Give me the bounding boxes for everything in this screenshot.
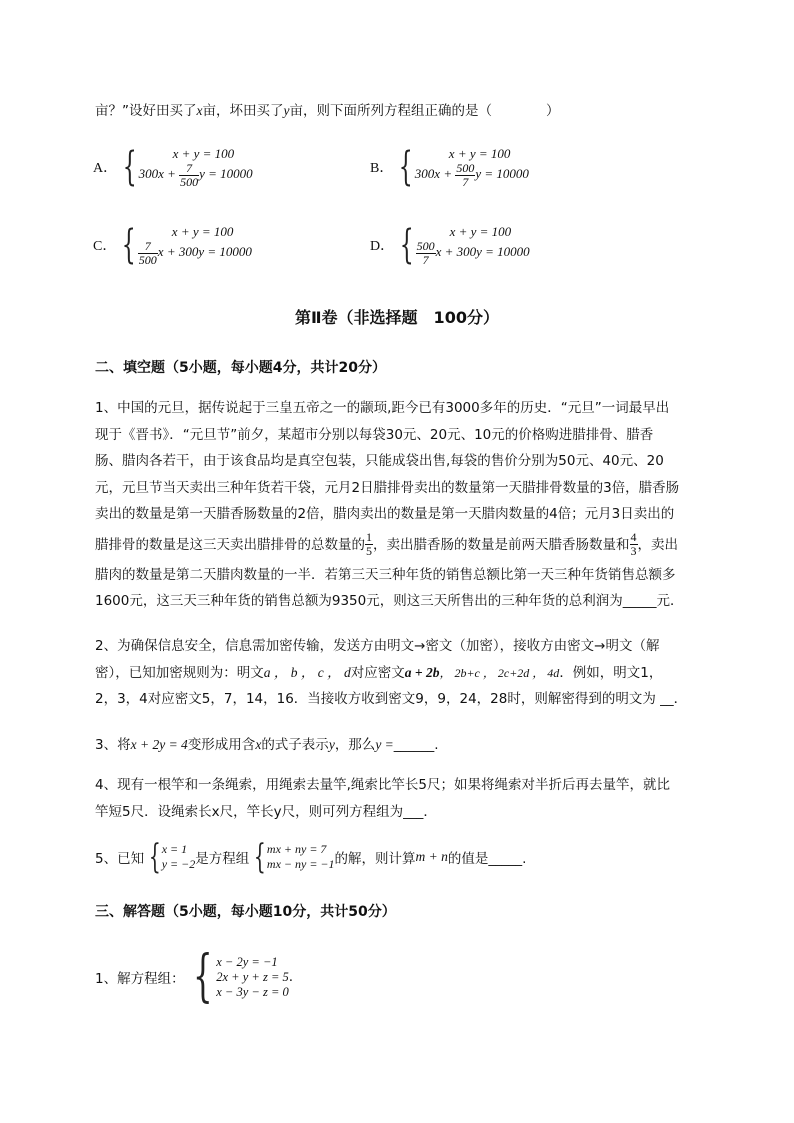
stem-text: 亩，坏田买了 [202, 103, 284, 119]
fill-question-3: 3、将x + 2y = 4变形成用含x的式子表示y，那么y =______. [95, 737, 439, 753]
text-line: 1、中国的元旦，据传说起于三皇五帝之一的颛顼,距今已有3000多年的历史．“元旦”一词最早出 [95, 400, 670, 416]
text-line: 卖出的数量是第一天腊香肠数量的2倍，腊肉卖出的数量是第一天腊肉数量的4倍；元月3日卖出的 [95, 506, 675, 522]
brace-icon: { [399, 222, 414, 268]
text-line: 腊排骨的数量是这三天卖出腊排骨的总数量的 $\frac{1}{5}$ ，卖出腊香肠的数量是前两天腊香肠数量和 $\frac{4}{3}$ ，卖出 [95, 530, 678, 558]
fill-question-2 [95, 633, 715, 713]
fill-question-1 [95, 395, 715, 615]
fill-question-5: 5、已知 { x = 1 y = −2 是方程组 { mx + ny = 7 mx − ny = −1 的解，则计算 m + n 的值是_____. [95, 837, 527, 877]
equation-row: x + y = 100 [172, 145, 235, 161]
text-line: 4、现有一根竿和一条绳索，用绳索去量竿,绳索比竿长5尺；如果将绳索对半折后再去量竿，就比 [95, 777, 670, 793]
section-title: 第Ⅱ卷（非选择题 100分） [295, 308, 499, 327]
fill-question-4 [95, 772, 715, 825]
text-line: 肠、腊肉各若干，由于该食品均是真空包装，只能成袋出售,每袋的售价分别为50元、40元、20 [95, 453, 664, 469]
equation-row: $\frac{7}{500}$ x + 300y = 10000 [138, 238, 252, 267]
option-label: C． [93, 239, 117, 254]
equation-row: x + y = 100 [449, 223, 512, 239]
equation-row: x + y = 100 [171, 223, 234, 239]
solve-question-1: 1、解方程组： { x − 2y = −1 2x + y + z = 5 x − 3y − z = 0 . [95, 944, 294, 1009]
brace-icon: { [399, 144, 414, 190]
text-line: 元，元旦节当天卖出三种年货若干袋，元月2日腊排骨卖出的数量第一天腊排骨数量的3倍，腊香肠 [95, 479, 680, 496]
text-line: 2、为确保信息安全，信息需加密传输，发送方由明文→密文（加密），接收方由密文→明文（解 [95, 638, 660, 654]
brace-icon: { [122, 222, 137, 268]
var-y: y [283, 103, 290, 118]
text-line: 腊肉的数量是第二天腊肉数量的一半．若第三天三种年货的销售总额比第一天三种年货销售总额多 [95, 566, 676, 583]
option-label: A． [93, 161, 118, 176]
equation-row: $\frac{500}{7}$ x + 300y = 10000 [416, 238, 530, 267]
brace-icon: { [254, 837, 267, 877]
part-heading: 三、解答题（5小题，每小题10分，共计50分） [95, 904, 396, 920]
text-line: 1600元，这三天三种年货的销售总额为9350元，则这三天所售出的三种年货的总利润为_____元． [95, 593, 684, 609]
option-a[interactable] [93, 141, 253, 193]
stem-text: 亩？”设好田买了 [95, 103, 197, 119]
option-label: D． [370, 239, 395, 254]
text-line: 竿短5尺．设绳索长x尺，竿长y尺，则可列方程组为___． [95, 803, 437, 820]
option-b[interactable] [370, 141, 529, 193]
option-label: B． [370, 161, 394, 176]
equation-row: x + y = 100 [448, 145, 511, 161]
text-line: 现于《晋书》．“元旦节”前夕，某超市分别以每袋30元、20元、10元的价格购进腊排骨、腊香 [95, 426, 654, 443]
brace-icon: { [192, 944, 213, 1009]
equation-row: 300x + $\frac{500}{7}$ y = 10000 [414, 160, 529, 189]
var-x: x [196, 103, 203, 118]
part-heading: 二、填空题（5小题，每小题4分，共计20分） [95, 360, 386, 376]
option-d[interactable] [370, 219, 530, 271]
brace-icon: { [148, 837, 161, 877]
option-c[interactable] [93, 219, 252, 271]
equation-row: 300x + $\frac{7}{500}$ y = 10000 [138, 160, 253, 189]
text-line: 2，3，4对应密文5，7，14，16．当接收方收到密文9，9，24，28时，则解密得到的明文为 __． [95, 691, 688, 707]
question-stem-line [95, 99, 560, 119]
text-line: 密），已知加密规则为：明文a ， b ， c ， d对应密文a + 2b， 2b+c ， 2c+2d ， 4d．例如，明文1， [95, 664, 663, 681]
stem-text: 亩，则下面所列方程组正确的是（ ） [289, 103, 560, 119]
brace-icon: { [122, 144, 137, 190]
